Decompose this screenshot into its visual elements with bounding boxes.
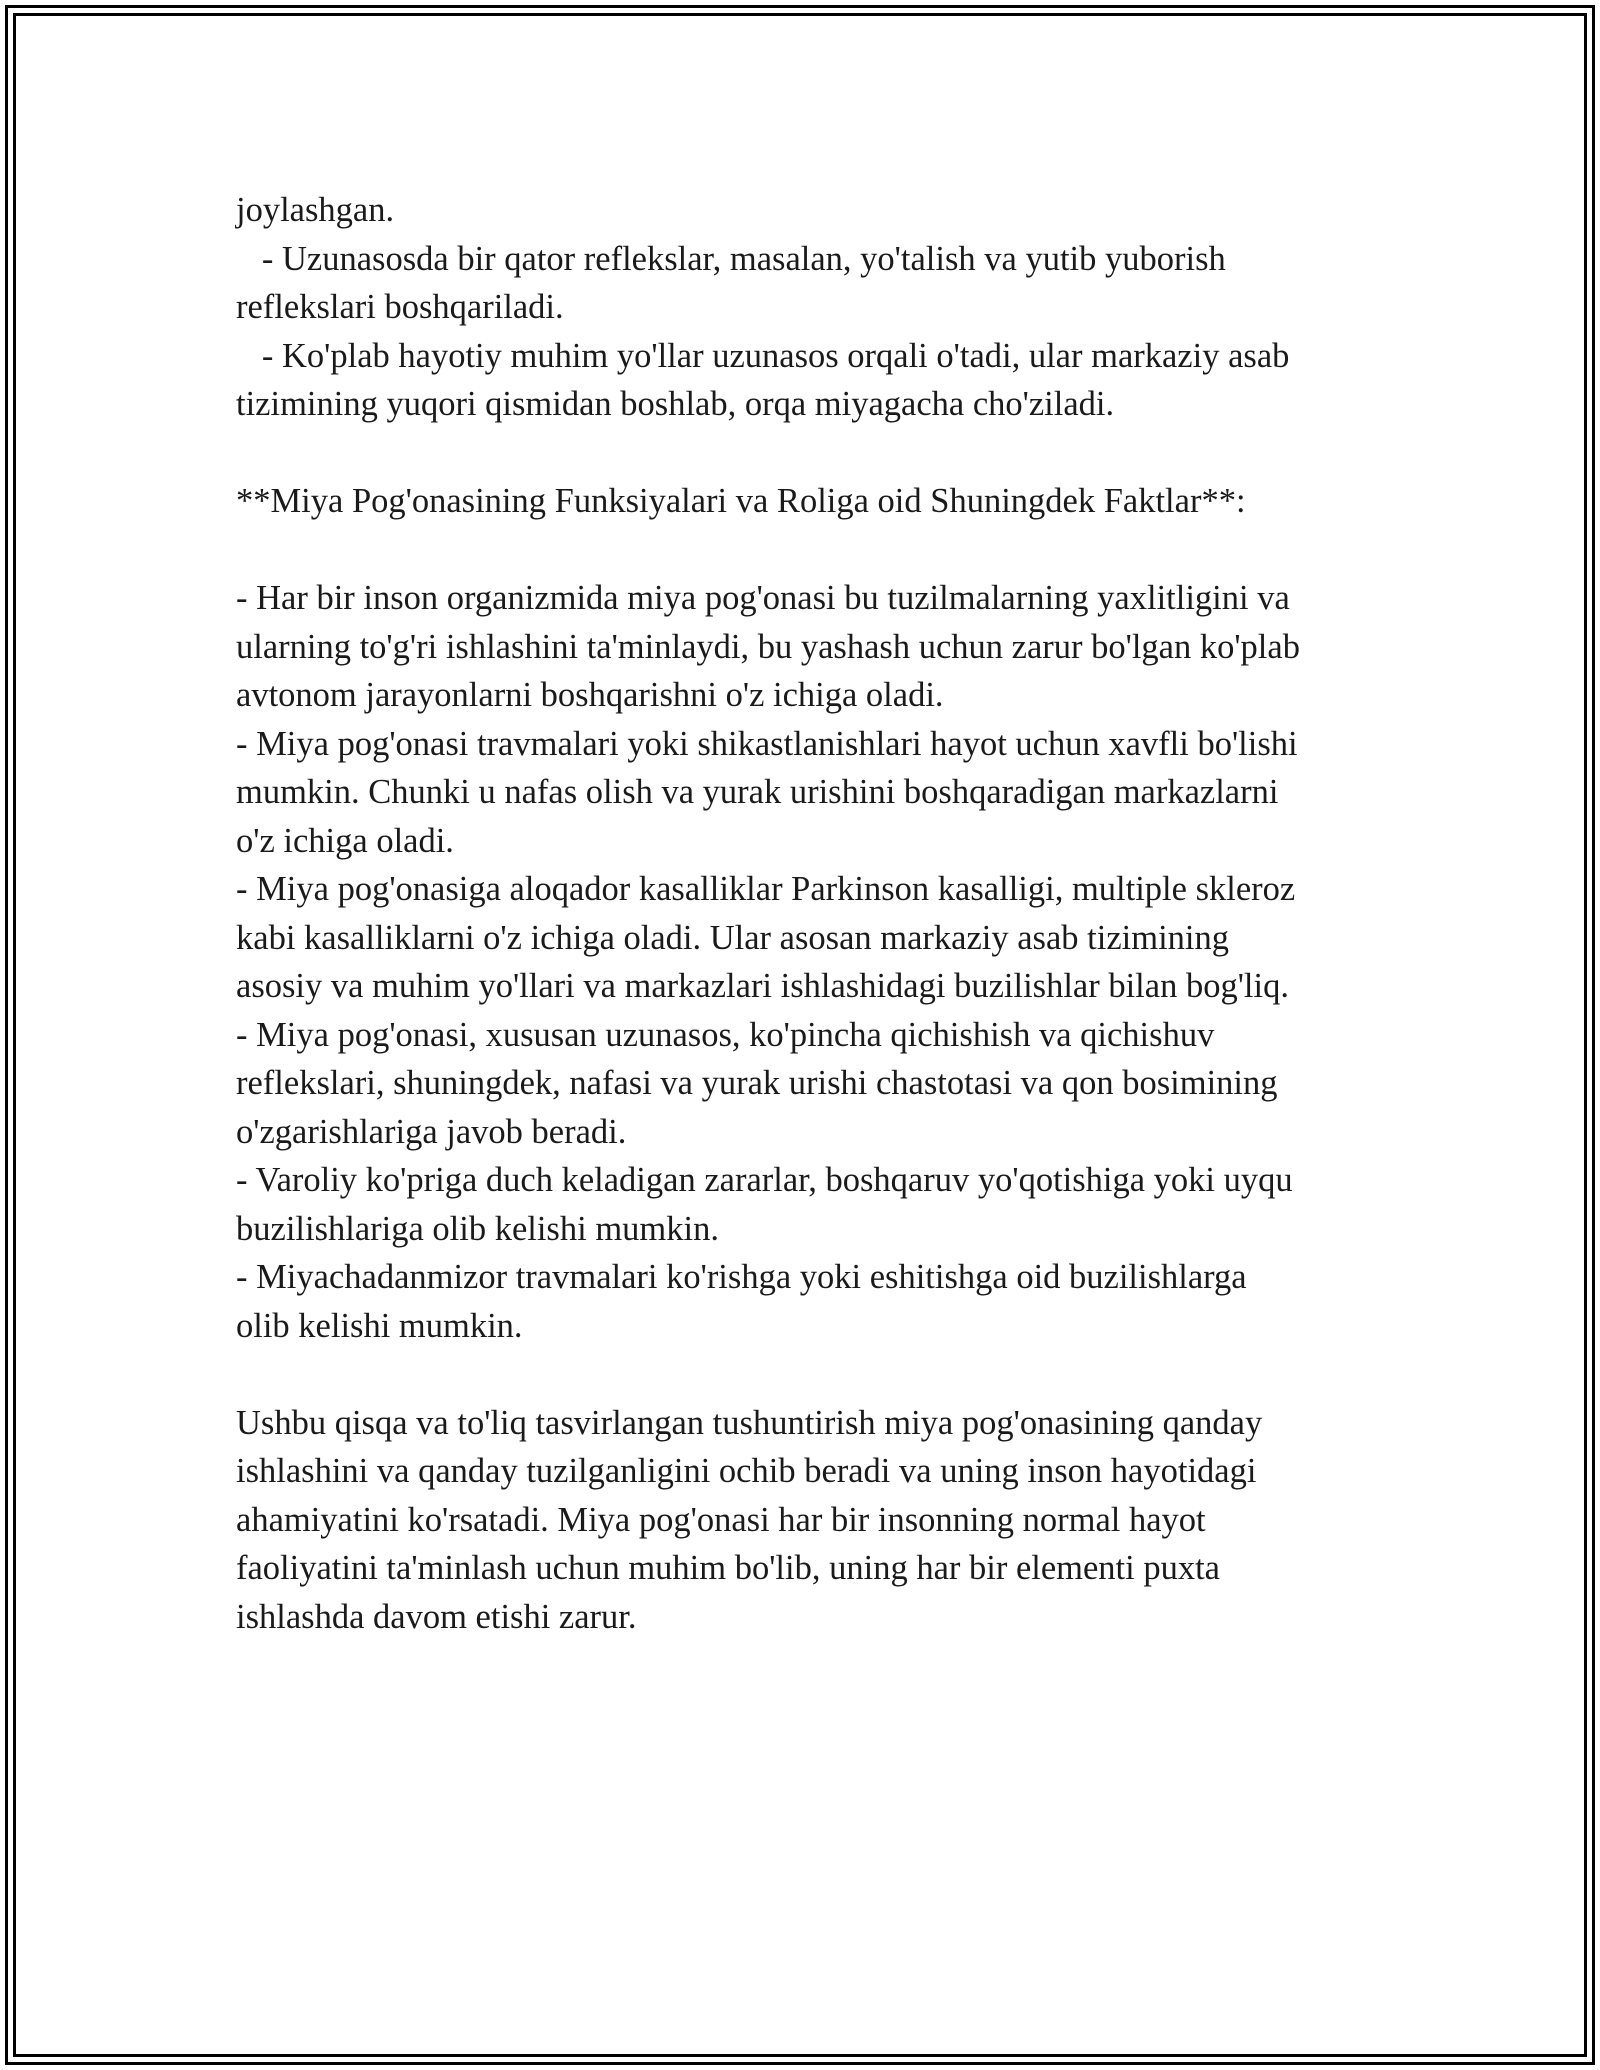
text-line: - Ko'plab hayotiy muhim yo'llar uzunasos orqali o'tadi, ular markaziy asab — [236, 336, 1290, 375]
text-line: Ushbu qisqa va to'liq tasvirlangan tushuntirish miya pog'onasining qanday — [236, 1403, 1263, 1442]
text-line: kabi kasalliklarni o'z ichiga oladi. Ular asosan markaziy asab tizimining — [236, 918, 1229, 957]
text-line: olib kelishi mumkin. — [236, 1306, 523, 1345]
blank-line — [236, 526, 1386, 575]
text-line: ishlashini va qanday tuzilganligini ochib beradi va uning inson hayotidagi — [236, 1452, 1257, 1490]
text-line: - Har bir inson organizmida miya pog'onasi bu tuzilmalarning yaxlitligini va — [236, 579, 1290, 617]
text-line: ishlashda davom etishi zarur. — [236, 1597, 637, 1636]
text-line: - Miyachadanmizor travmalari ko'rishga yoki eshitishga oid buzilishlarga — [236, 1258, 1247, 1296]
text-line: reflekslari boshqariladi. — [236, 288, 564, 326]
text-line: asosiy va muhim yo'llari va markazlari ishlashidagi buzilishlar bilan bog'liq. — [236, 967, 1289, 1005]
text-line: - Miya pog'onasi, xususan uzunasos, ko'pincha qichishish va qichishuv — [236, 1015, 1215, 1054]
blank-line — [236, 1350, 1386, 1399]
text-line: ularning to'g'ri ishlashini ta'minlaydi, bu yashash uchun zarur bo'lgan ko'plab — [236, 627, 1300, 666]
text-line: ahamiyatini ko'rsatadi. Miya pog'onasi har bir insonning normal hayot — [236, 1500, 1206, 1539]
text-line: faoliyatini ta'minlash uchun muhim bo'lib, uning har bir elementi puxta — [236, 1549, 1220, 1587]
text-line: o'z ichiga oladi. — [236, 821, 454, 860]
blank-line — [236, 429, 1386, 478]
text-line: mumkin. Chunki u nafas olish va yurak urishini boshqaradigan markazlarni — [236, 773, 1279, 811]
document-body — [236, 186, 1386, 1641]
text-line: - Miya pog'onasi travmalari yoki shikastlanishlari hayot uchun xavfli bo'lishi — [236, 724, 1298, 763]
text-line: - Varoliy ko'priga duch keladigan zararlar, boshqaruv yo'qotishiga yoki uyqu — [236, 1161, 1293, 1199]
text-line: buzilishlariga olib kelishi mumkin. — [236, 1209, 719, 1248]
text-line: reflekslari, shuningdek, nafasi va yurak urishi chastotasi va qon bosimining — [236, 1064, 1278, 1102]
text-line: - Uzunasosda bir qator reflekslar, masalan, yo'talish va yutib yuborish — [236, 239, 1226, 278]
text-line: tizimining yuqori qismidan boshlab, orqa miyagacha cho'ziladi. — [236, 385, 1115, 423]
section-heading: **Miya Pog'onasining Funksiyalari va Roliga oid Shuningdek Faktlar**: — [236, 482, 1246, 520]
text-line: - Miya pog'onasiga aloqador kasalliklar Parkinson kasalligi, multiple skleroz — [236, 870, 1296, 908]
text-line: o'zgarishlariga javob beradi. — [236, 1112, 627, 1151]
text-line: joylashgan. — [236, 191, 395, 229]
text-line: avtonom jarayonlarni boshqarishni o'z ichiga oladi. — [236, 676, 944, 714]
